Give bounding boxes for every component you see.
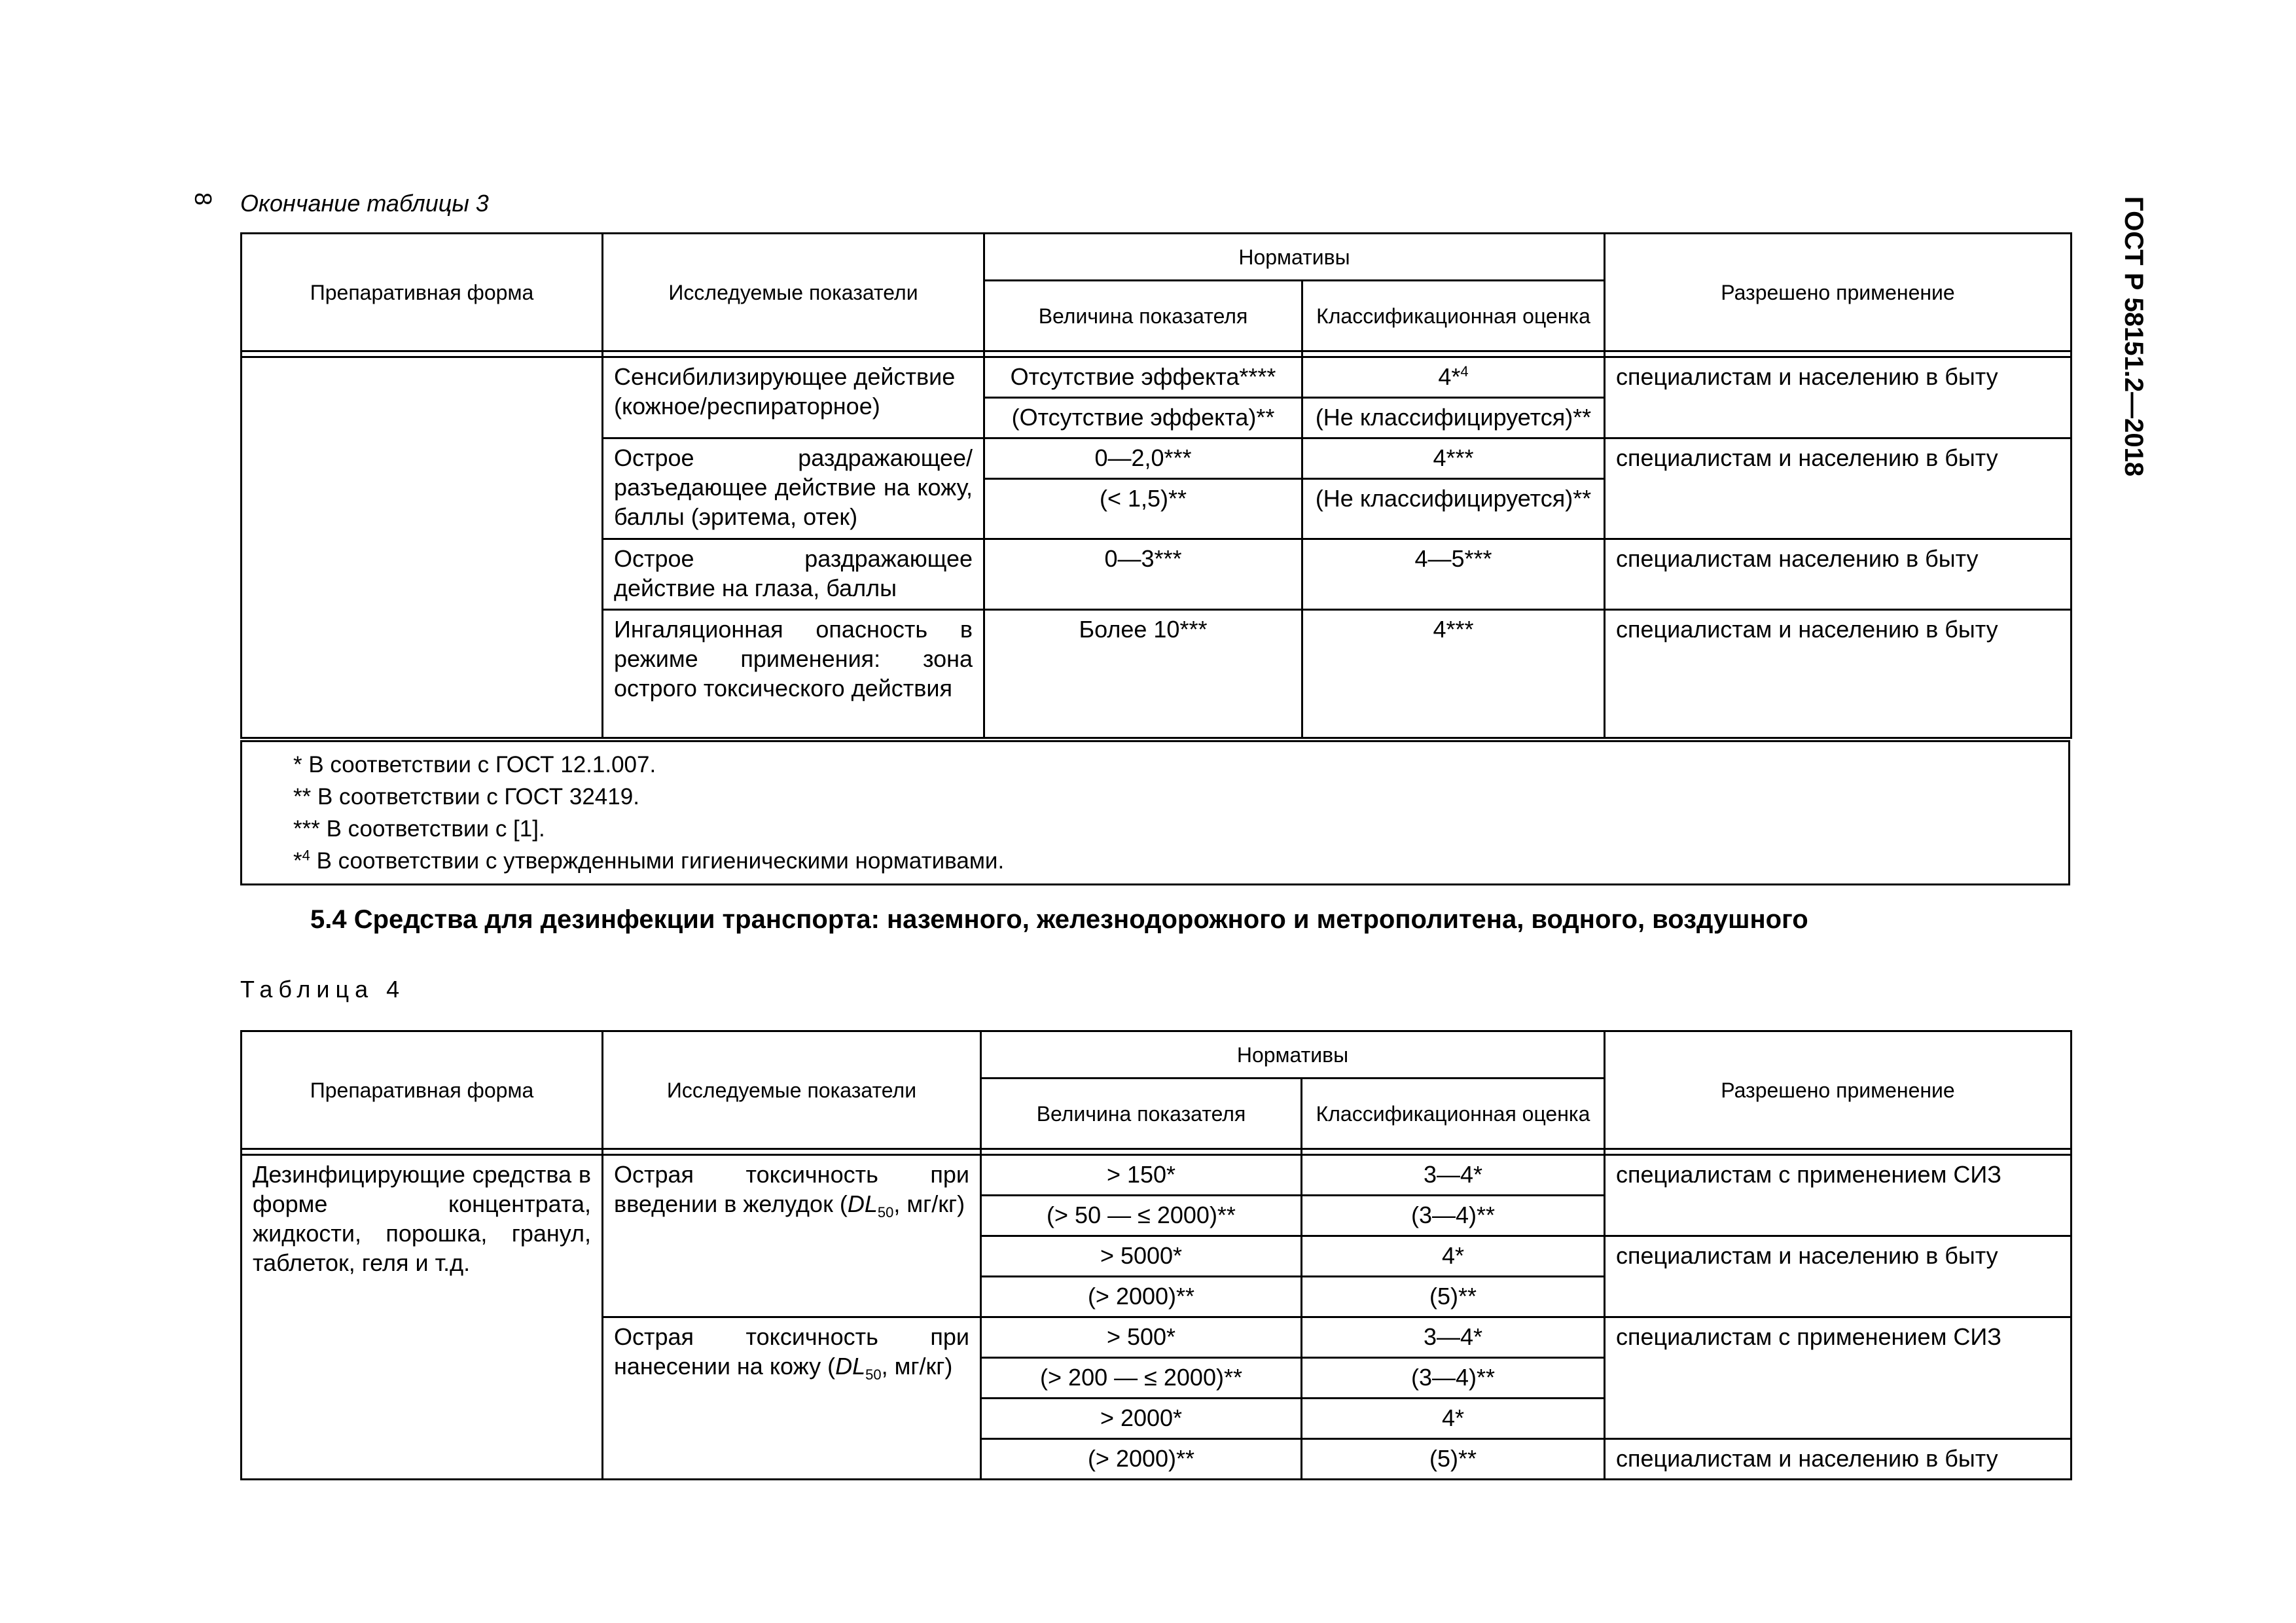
allowed-cell: специалистам и населению в быту [1605,1439,2072,1480]
class-cell: (Не классифицируется)** [1302,479,1605,539]
header-indicators: Исследуемые показатели [603,1031,981,1149]
class-cell: (Не классифицируется)** [1302,398,1605,438]
indicator-cell: Острое раздражающее/ разъедающее действие на кожу, баллы (эритема, отек) [603,438,984,539]
table-3-footnotes [240,740,2070,885]
header-value: Величина показателя [981,1079,1302,1149]
page-number: 8 [190,192,217,206]
footnote-3: *** В соответствии с [1]. [293,816,545,842]
allowed-cell: специалистам с применением СИЗ [1605,1317,2072,1439]
indicator-cell: Острое раздражающее действие на глаза, баллы [603,539,984,610]
header-value: Величина показателя [984,281,1302,351]
allowed-cell: специалистам и населению в быту [1605,1236,2072,1317]
allowed-cell: специалистам и населению в быту [1605,610,2072,738]
allowed-cell: специалистам с применением СИЗ [1605,1155,2072,1236]
class-cell: 4—5*** [1302,539,1605,610]
indicator-cell: Ингаляционная опасность в режиме применения: зона острого токсического действия [603,610,984,738]
header-norms: Нормативы [984,234,1605,281]
value-cell: 0—2,0*** [984,438,1302,479]
footnotes-cell [242,741,2070,885]
value-cell: Более 10*** [984,610,1302,738]
allowed-cell: специалистам населению в быту [1605,539,2072,610]
standard-code: ГОСТ Р 58151.2—2018 [2119,196,2148,477]
indicator-cell: Острая токсичность при введении в желудок ($DL_{50}$, мг/кг) [603,1155,981,1317]
value-cell: (> 2000)** [981,1439,1302,1480]
table-row [242,1155,2072,1196]
header-form: Препаративная форма [242,1031,603,1149]
class-cell: 3—4* [1302,1155,1605,1196]
form-cell: Дезинфицирующие средства в форме концентрата, жидкости, порошка, гранул, таблеток, геля и т.д. [242,1155,603,1480]
value-cell: Отсутствие эффекта**** [984,357,1302,398]
indicator-cell: Сенсибилизирующее действие (кожное/респираторное) [603,357,984,438]
class-cell: 4*$^4$ [1302,357,1605,398]
class-cell: 3—4* [1302,1317,1605,1358]
class-cell: (5)** [1302,1439,1605,1480]
section-heading: 5.4 Средства для дезинфекции транспорта: наземного, железнодорожного и метрополитена, водного, воздушного [310,905,1808,934]
header-form: Препаративная форма [242,234,603,351]
class-cell: 4* [1302,1399,1605,1439]
header-class: Классификационная оценка [1302,281,1605,351]
form-cell-empty [242,357,603,738]
table-row [242,357,2072,398]
footnote-1: * В соответствии с ГОСТ 12.1.007. [293,752,656,777]
table-continuation-caption: Окончание таблицы 3 [240,190,489,217]
value-cell: > 150* [981,1155,1302,1196]
indicator-cell: Острая токсичность при нанесении на кожу ($DL_{50}$, мг/кг) [603,1317,981,1480]
value-cell: 0—3*** [984,539,1302,610]
value-cell: (< 1,5)** [984,479,1302,539]
value-cell: > 5000* [981,1236,1302,1277]
header-norms: Нормативы [981,1031,1605,1079]
table-4 [240,1030,2072,1480]
footnote-4: *$^4$ В соответствии с утвержденными гигиеническими нормативами. [293,847,1005,874]
footnote-2: ** В соответствии с ГОСТ 32419. [293,784,639,810]
document-side-header [2109,196,2161,524]
value-cell: (> 2000)** [981,1277,1302,1317]
header-allowed: Разрешено применение [1605,234,2072,351]
value-cell: (> 50 — ≤ 2000)** [981,1196,1302,1236]
header-indicators: Исследуемые показатели [603,234,984,351]
class-cell: 4*** [1302,438,1605,479]
class-cell: (5)** [1302,1277,1605,1317]
value-cell: > 2000* [981,1399,1302,1439]
table-4-label: Таблица 4 [240,976,406,1003]
class-cell: (3—4)** [1302,1358,1605,1399]
header-allowed: Разрешено применение [1605,1031,2072,1149]
value-cell: (> 200 — ≤ 2000)** [981,1358,1302,1399]
value-cell: > 500* [981,1317,1302,1358]
allowed-cell: специалистам и населению в быту [1605,438,2072,539]
table-3 [240,232,2072,739]
class-cell: 4* [1302,1236,1605,1277]
class-cell: (3—4)** [1302,1196,1605,1236]
header-class: Классификационная оценка [1302,1079,1605,1149]
value-cell: (Отсутствие эффекта)** [984,398,1302,438]
allowed-cell: специалистам и населению в быту [1605,357,2072,438]
class-cell: 4*** [1302,610,1605,738]
